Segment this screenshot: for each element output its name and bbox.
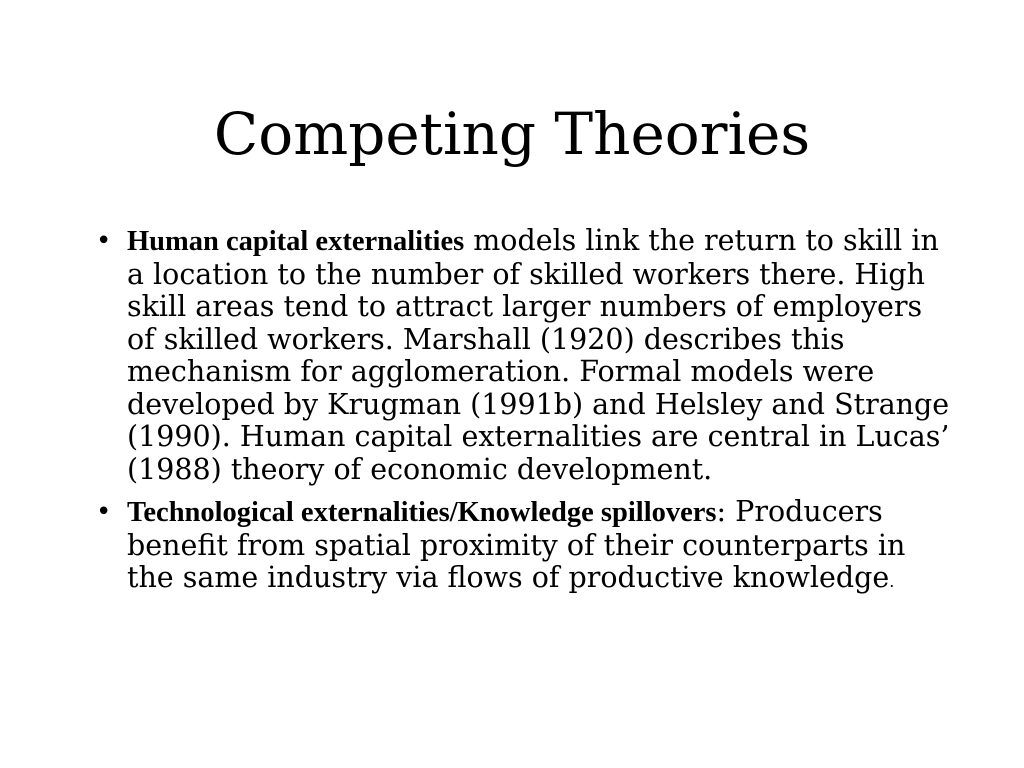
bullet-list (90, 225, 950, 605)
bullet-term: Human capital externalities (127, 226, 465, 257)
bullet-term: Technological externalities/Knowledge spillovers (127, 497, 717, 528)
bullet-dot-icon: • (96, 226, 112, 256)
bullet-item-technological (90, 496, 950, 599)
bullet-text: models link the return to skill in a location to the number of skilled workers there. High skill areas tend to attract larger numbers of employers of skilled workers. Marshall (1920) describes this mechanism for agglomeration. Formal models were developed by Krugman (1991b) and Helsley and Strange (1990). Human capital externalities are central in Lucas’ (1988) theory of economic development. (127, 224, 950, 486)
bullet-item-human-capital (90, 225, 950, 490)
bullet-dot-icon: • (96, 497, 112, 527)
slide-title: Competing Theories (213, 100, 811, 168)
bullet-text: : Producers benefit from spatial proximity of their counterparts in the same industry via flows of productive knowledge (127, 495, 906, 594)
bullet-trailing: . (889, 572, 895, 591)
